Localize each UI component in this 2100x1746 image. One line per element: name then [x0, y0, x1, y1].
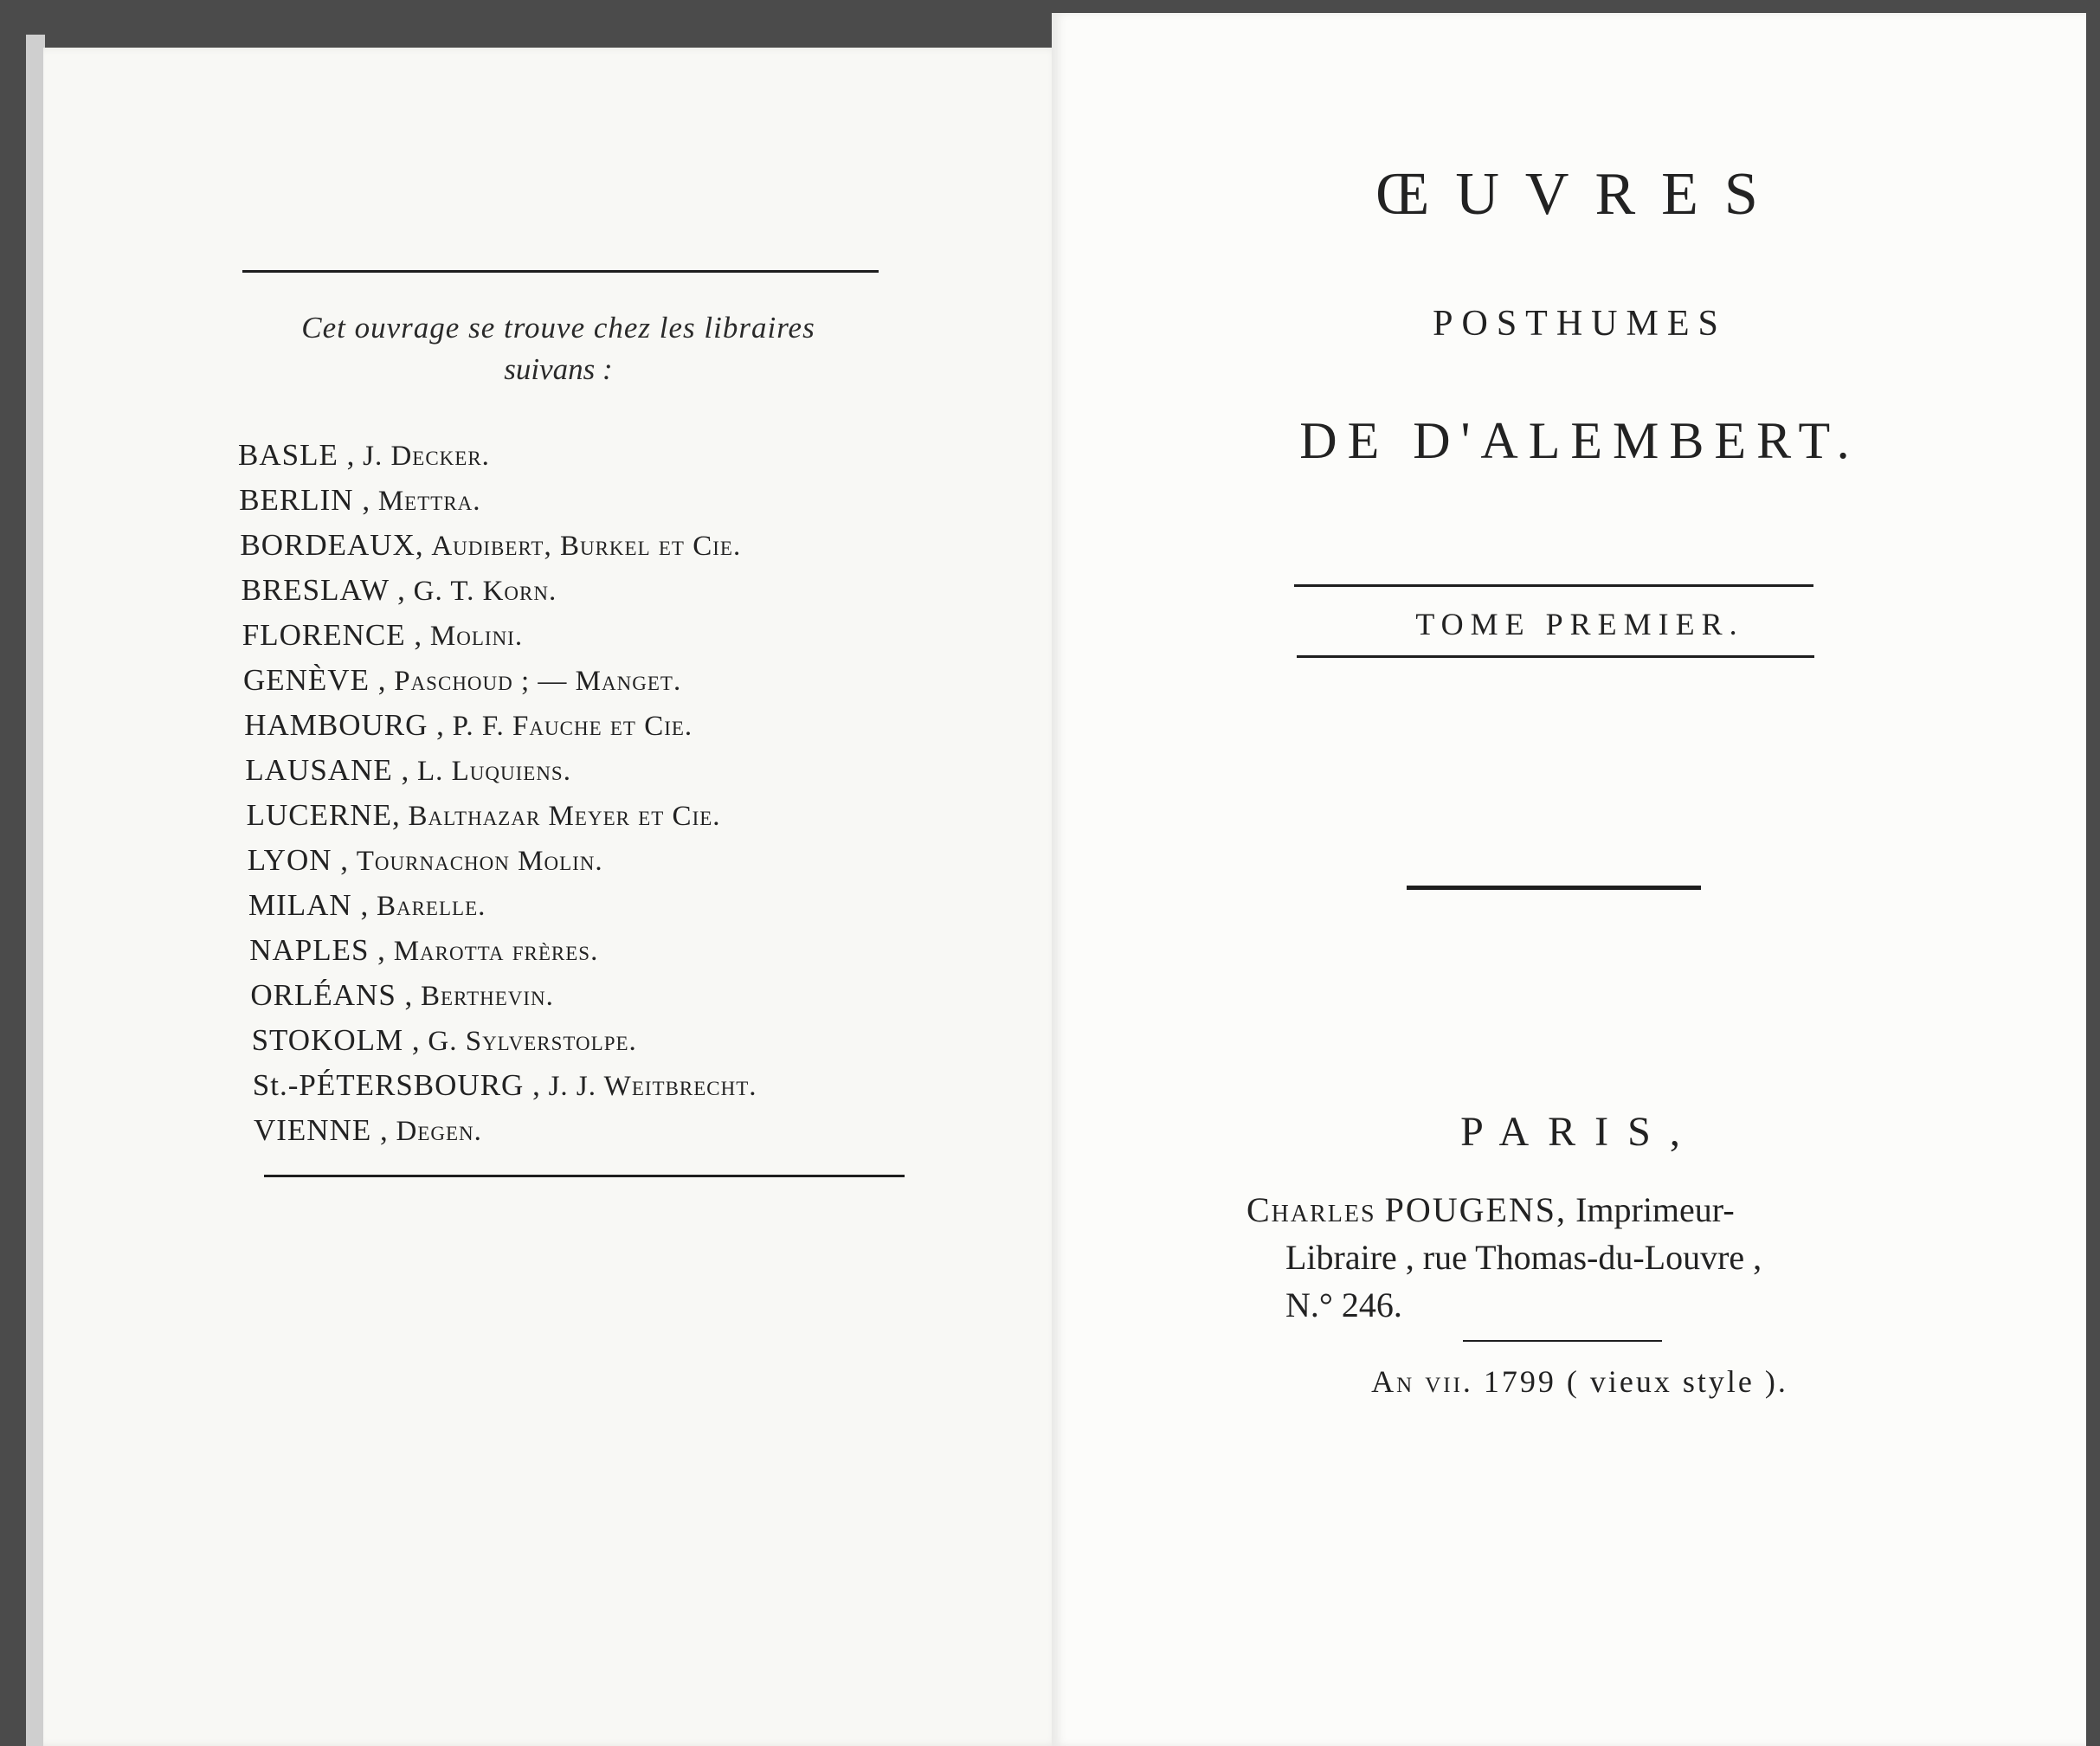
bookseller-name: Paschoud ; — Manget. [394, 666, 682, 697]
bookseller-city: ORLÉANS , [250, 978, 414, 1012]
bookseller-city: LAUSANE , [245, 753, 410, 787]
bookseller-entry [238, 613, 1017, 658]
tome-label: TOME PREMIER. [1415, 607, 1744, 641]
bookseller-entry [238, 1018, 1017, 1063]
bookseller-entry [238, 433, 1017, 478]
bookseller-name: Berthevin. [421, 981, 554, 1012]
bookseller-city: VIENNE , [254, 1113, 389, 1147]
printer-line-1 [1246, 1186, 1939, 1234]
bookseller-name: Tournachon Molin. [356, 846, 603, 877]
ornament-rule [1407, 886, 1701, 890]
printer-imprint [1246, 1186, 1939, 1329]
bookseller-city: LUCERNE, [246, 798, 401, 832]
bookseller-name: L. Luquiens. [416, 756, 571, 787]
top-rule-left [242, 270, 879, 273]
bookseller-entry [238, 478, 1017, 523]
tome-rule-top [1294, 584, 1813, 587]
imprint-city: PARIS, [1460, 1109, 1699, 1155]
bookseller-entry [238, 928, 1017, 973]
bookseller-entry [238, 658, 1017, 703]
bookseller-list [238, 433, 1017, 1153]
bookseller-entry [238, 703, 1017, 748]
bookseller-name: Marotta frères. [393, 936, 599, 967]
bookseller-entry [238, 883, 1017, 928]
title-posthumes: POSTHUMES [1433, 304, 1727, 344]
intro-line-2: suivans : [504, 352, 613, 386]
bookseller-city: NAPLES , [249, 933, 386, 967]
bookseller-city: St.-PÉTERSBOURG , [252, 1068, 541, 1102]
bookseller-city: BERLIN , [239, 483, 371, 517]
bookseller-entry [238, 568, 1017, 613]
printer-surname: POUGENS, [1384, 1190, 1568, 1229]
bookseller-name: J. Decker. [363, 441, 490, 472]
bookseller-name: G. T. Korn. [413, 576, 557, 607]
date-rule [1463, 1340, 1662, 1342]
bookseller-city: GENÈVE , [243, 663, 387, 697]
bookseller-entry [238, 1063, 1017, 1108]
bookseller-city: LYON , [247, 843, 350, 877]
title-page [1052, 13, 2086, 1746]
bottom-rule-left [264, 1175, 905, 1177]
bookseller-city: BRESLAW , [241, 573, 406, 607]
bookseller-name: Balthazar Meyer et Cie. [408, 801, 721, 832]
bookseller-city: HAMBOURG , [244, 708, 445, 742]
bookseller-name: J. J. Weitbrecht. [548, 1071, 757, 1102]
date-year-republican: An vii. [1371, 1364, 1473, 1399]
imprint-date [1082, 1363, 2077, 1400]
bookseller-entry [238, 748, 1017, 793]
intro-line-1: Cet ouvrage se trouve chez les libraires [301, 311, 815, 345]
bookseller-entry [238, 838, 1017, 883]
bookseller-name: P. F. Fauche et Cie. [452, 711, 693, 742]
bookseller-name: Mettra. [377, 486, 481, 517]
title-main: ŒUVRES [1375, 161, 1784, 228]
bookseller-name: Degen. [396, 1116, 482, 1147]
bookseller-city: BORDEAUX, [240, 528, 424, 562]
bookseller-entry [238, 1108, 1017, 1153]
bookseller-city: STOKOLM , [251, 1023, 421, 1057]
bookseller-city: BASLE , [238, 438, 356, 472]
bookseller-name: G. Sylverstolpe. [428, 1026, 637, 1057]
binding-edge [26, 35, 45, 1746]
title-author: DE D'ALEMBERT. [1299, 412, 1860, 469]
bookseller-name: Audibert, Burkel et Cie. [431, 531, 742, 562]
bookseller-city: MILAN , [248, 888, 370, 922]
printer-line-2: Libraire , rue Thomas-du-Louvre , [1285, 1238, 1762, 1277]
printer-line-3: N.° 246. [1285, 1285, 1402, 1324]
bookseller-entry [238, 793, 1017, 838]
tome-rule-bottom [1297, 655, 1814, 658]
printer-first-name: Charles [1246, 1190, 1376, 1229]
intro-text [225, 307, 892, 390]
bookseller-entry [238, 973, 1017, 1018]
bookseller-entry [238, 523, 1017, 568]
printer-trade: Imprimeur- [1575, 1190, 1735, 1229]
date-year-gregorian: 1799 ( vieux style ). [1483, 1364, 1788, 1399]
bookseller-name: Molini. [429, 621, 524, 652]
bookseller-city: FLORENCE , [242, 618, 423, 652]
bookseller-name: Barelle. [376, 891, 486, 922]
